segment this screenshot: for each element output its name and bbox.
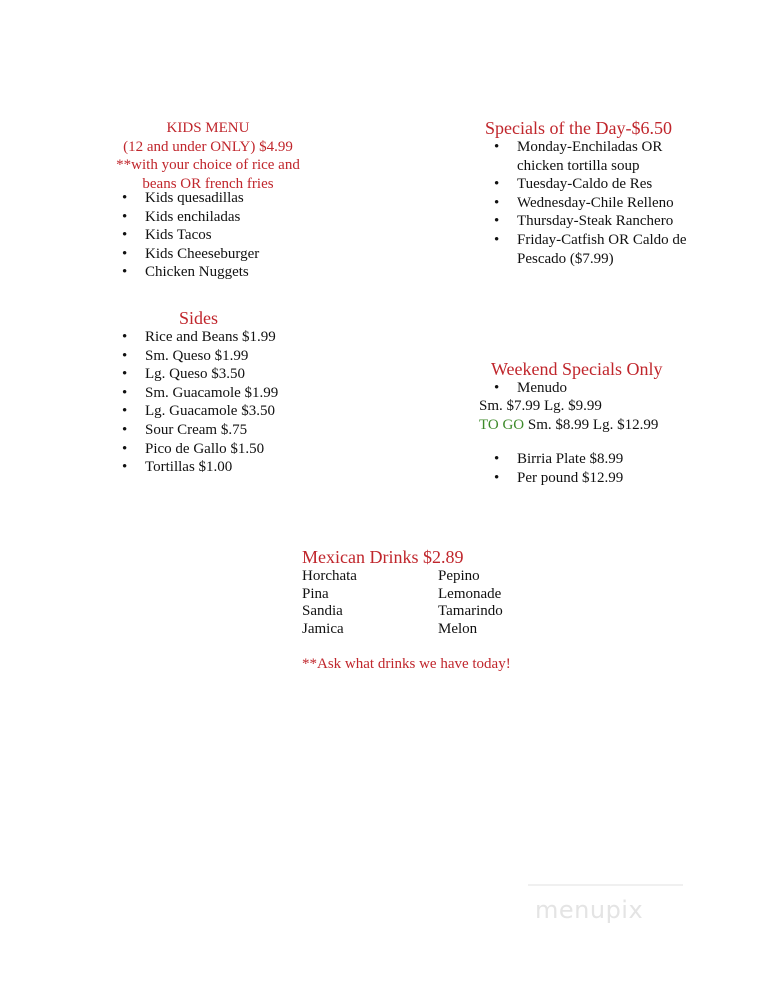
sides-title: Sides — [179, 308, 219, 328]
kids-menu-subtitle: (12 and under ONLY) $4.99 — [123, 138, 293, 155]
list-item: • Tortillas $1.00 — [122, 458, 342, 477]
list-item: • Chicken Nuggets — [122, 263, 322, 282]
list-item: • Rice and Beans $1.99 — [122, 328, 342, 347]
watermark-line — [528, 884, 683, 886]
drink-item: Horchata — [302, 568, 357, 584]
kids-menu-header — [108, 119, 308, 193]
list-item: • Monday-Enchiladas OR chicken tortilla soup — [494, 138, 694, 175]
drinks-title: Mexican Drinks $2.89 — [302, 547, 464, 567]
list-item: • Kids Cheeseburger — [122, 245, 322, 264]
kids-menu-title: KIDS MENU — [166, 120, 250, 136]
specials-title: Specials of the Day-$6.50 — [485, 118, 672, 138]
drink-item: Pina — [302, 585, 329, 602]
list-item: • Lg. Queso $3.50 — [122, 365, 342, 384]
list-item: • Menudo — [494, 379, 674, 398]
drink-item: Sandia — [302, 603, 343, 619]
list-item: • Per pound $12.99 — [494, 469, 694, 488]
drink-item: Melon — [438, 620, 478, 637]
togo-price-text: Sm. $8.99 Lg. $12.99 — [527, 416, 659, 433]
list-item: • Sm. Guacamole $1.99 — [122, 384, 342, 403]
drink-item: Jamica — [302, 620, 344, 637]
togo-prices — [479, 416, 659, 435]
list-item: • Kids Tacos — [122, 226, 322, 245]
list-item: • Kids quesadillas — [122, 189, 322, 208]
list-item: • Tuesday-Caldo de Res — [494, 175, 694, 194]
list-item: • Thursday-Steak Ranchero — [494, 212, 694, 231]
list-item: • Pico de Gallo $1.50 — [122, 440, 342, 459]
weekend-menudo-list — [494, 379, 674, 398]
list-item: • Wednesday-Chile Relleno — [494, 194, 694, 213]
drinks-note: **Ask what drinks we have today! — [302, 656, 511, 672]
sides-list — [122, 328, 342, 477]
list-item: • Sm. Queso $1.99 — [122, 347, 342, 366]
weekend-list — [494, 450, 694, 487]
list-item: • Sour Cream $.75 — [122, 421, 342, 440]
kids-menu-list — [122, 189, 322, 282]
togo-label: TO GO — [479, 416, 525, 433]
drink-item: Tamarindo — [438, 603, 503, 619]
menupix-logo: menupix — [535, 896, 644, 924]
kids-menu-note: **with your choice of rice and beans OR french fries — [116, 157, 300, 192]
weekend-title: Weekend Specials Only — [491, 359, 663, 379]
list-item: • Friday-Catfish OR Caldo de Pescado ($7.99) — [494, 231, 694, 268]
list-item: • Lg. Guacamole $3.50 — [122, 402, 342, 421]
drinks-column-2 — [438, 568, 503, 638]
drink-item: Pepino — [438, 568, 480, 584]
drink-item: Lemonade — [438, 585, 502, 602]
list-item: • Birria Plate $8.99 — [494, 450, 694, 469]
drinks-column-1 — [302, 568, 357, 638]
menudo-prices: Sm. $7.99 Lg. $9.99 — [479, 398, 602, 414]
drinks-grid — [302, 568, 562, 640]
list-item: • Kids enchiladas — [122, 208, 322, 227]
weekend-menudo-prices — [479, 397, 659, 434]
specials-list — [494, 138, 694, 268]
